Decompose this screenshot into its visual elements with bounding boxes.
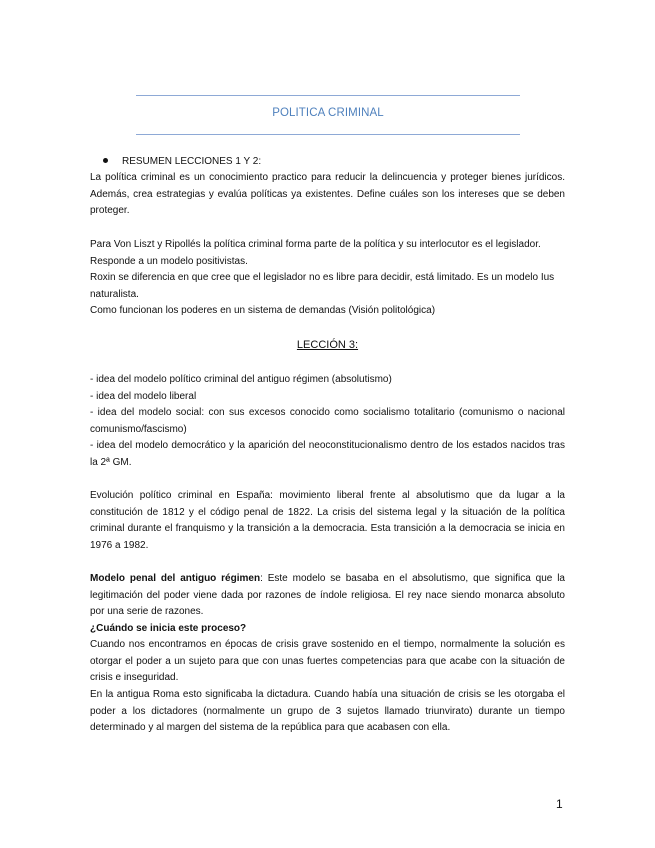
liszt-ripolles-line: Para Von Liszt y Ripollés la política criminal forma parte de la política y su interlocutor es el legislador. bbox=[90, 239, 541, 250]
answer-paragraph-crisis: Cuando nos encontramos en épocas de crisis grave sostenido en el tiempo, normalmente la solución es otorgar el poder a un sujeto para que con unas fuertes competencias para que acabe con la situación de crisis e inseguridad. bbox=[90, 639, 565, 684]
list-item: - idea del modelo político criminal del antiguo régimen (absolutismo) bbox=[90, 374, 392, 385]
ancient-regime-paragraph bbox=[90, 571, 565, 621]
lesson3-heading: LECCIÓN 3: bbox=[296, 339, 359, 351]
header-top-rule bbox=[136, 95, 520, 96]
page-number: 1 bbox=[556, 797, 563, 811]
roxin-paragraph: Roxin se diferencia en que cree que el legislador no es libre para decidir, está limitado. Es un modelo Ius naturalista. bbox=[90, 272, 555, 300]
summary-block-authors bbox=[90, 237, 565, 320]
header-bottom-rule bbox=[136, 134, 520, 135]
list-item: - idea del modelo liberal bbox=[90, 390, 197, 402]
ancient-regime-text: : Este modelo se basaba en el absolutismo, que significa que la legitimación del poder viene dada por razones de índole religiosa. El rey nace siendo monarca absoluto por una serie de razones. bbox=[90, 573, 565, 618]
summary-bullet bbox=[90, 154, 261, 170]
evolution-paragraph: Evolución político criminal en España: movimiento liberal frente al absolutismo que da lugar a la constitución de 1812 y el código penal de 1822. La crisis del sistema legal y la situación de la política criminal durante el franquismo y la transición a la democracia. Esta transición a la democracia se inicia en 1976 a 1982. bbox=[90, 490, 565, 551]
document-title: POLITICA CRIMINAL bbox=[272, 107, 384, 119]
summary-paragraph-definition: La política criminal es un conocimiento practico para reducir la delincuencia y proteger bienes jurídicos. Además, crea estrategias y evalúa políticas ya existentes. Define cuáles son los intereses que se deben proteger. bbox=[90, 172, 565, 217]
lesson3-list bbox=[90, 372, 565, 472]
bullet-icon bbox=[103, 158, 108, 163]
question-heading bbox=[90, 621, 565, 638]
ancient-regime-label: Modelo penal del antiguo régimen bbox=[90, 573, 261, 584]
question-text: ¿Cuándo se inicia este proceso? bbox=[90, 623, 247, 634]
positivist-line: Responde a un modelo positivistas. bbox=[90, 255, 248, 267]
summary-bullet-text: RESUMEN LECCIONES 1 Y 2: bbox=[122, 156, 262, 167]
powers-line: Como funcionan los poderes en un sistema de demandas (Visión politológica) bbox=[90, 305, 436, 317]
answer-paragraph-rome: En la antigua Roma esto significaba la dictadura. Cuando había una situación de crisis se les otorgaba el poder a los dictadores (normalmente un grupo de 3 sujetos llamado triunvirato) durante un tiempo determinado y al margen del sistema de la república para que acabasen con ella. bbox=[90, 689, 565, 734]
list-item: - idea del modelo democrático y la aparición del neoconstitucionalismo dentro de los estados nacidos tras la 2ª GM. bbox=[90, 440, 565, 468]
list-item: - idea del modelo social: con sus excesos conocido como socialismo totalitario (comunismo o nacional comunismo/fascismo) bbox=[90, 407, 565, 435]
